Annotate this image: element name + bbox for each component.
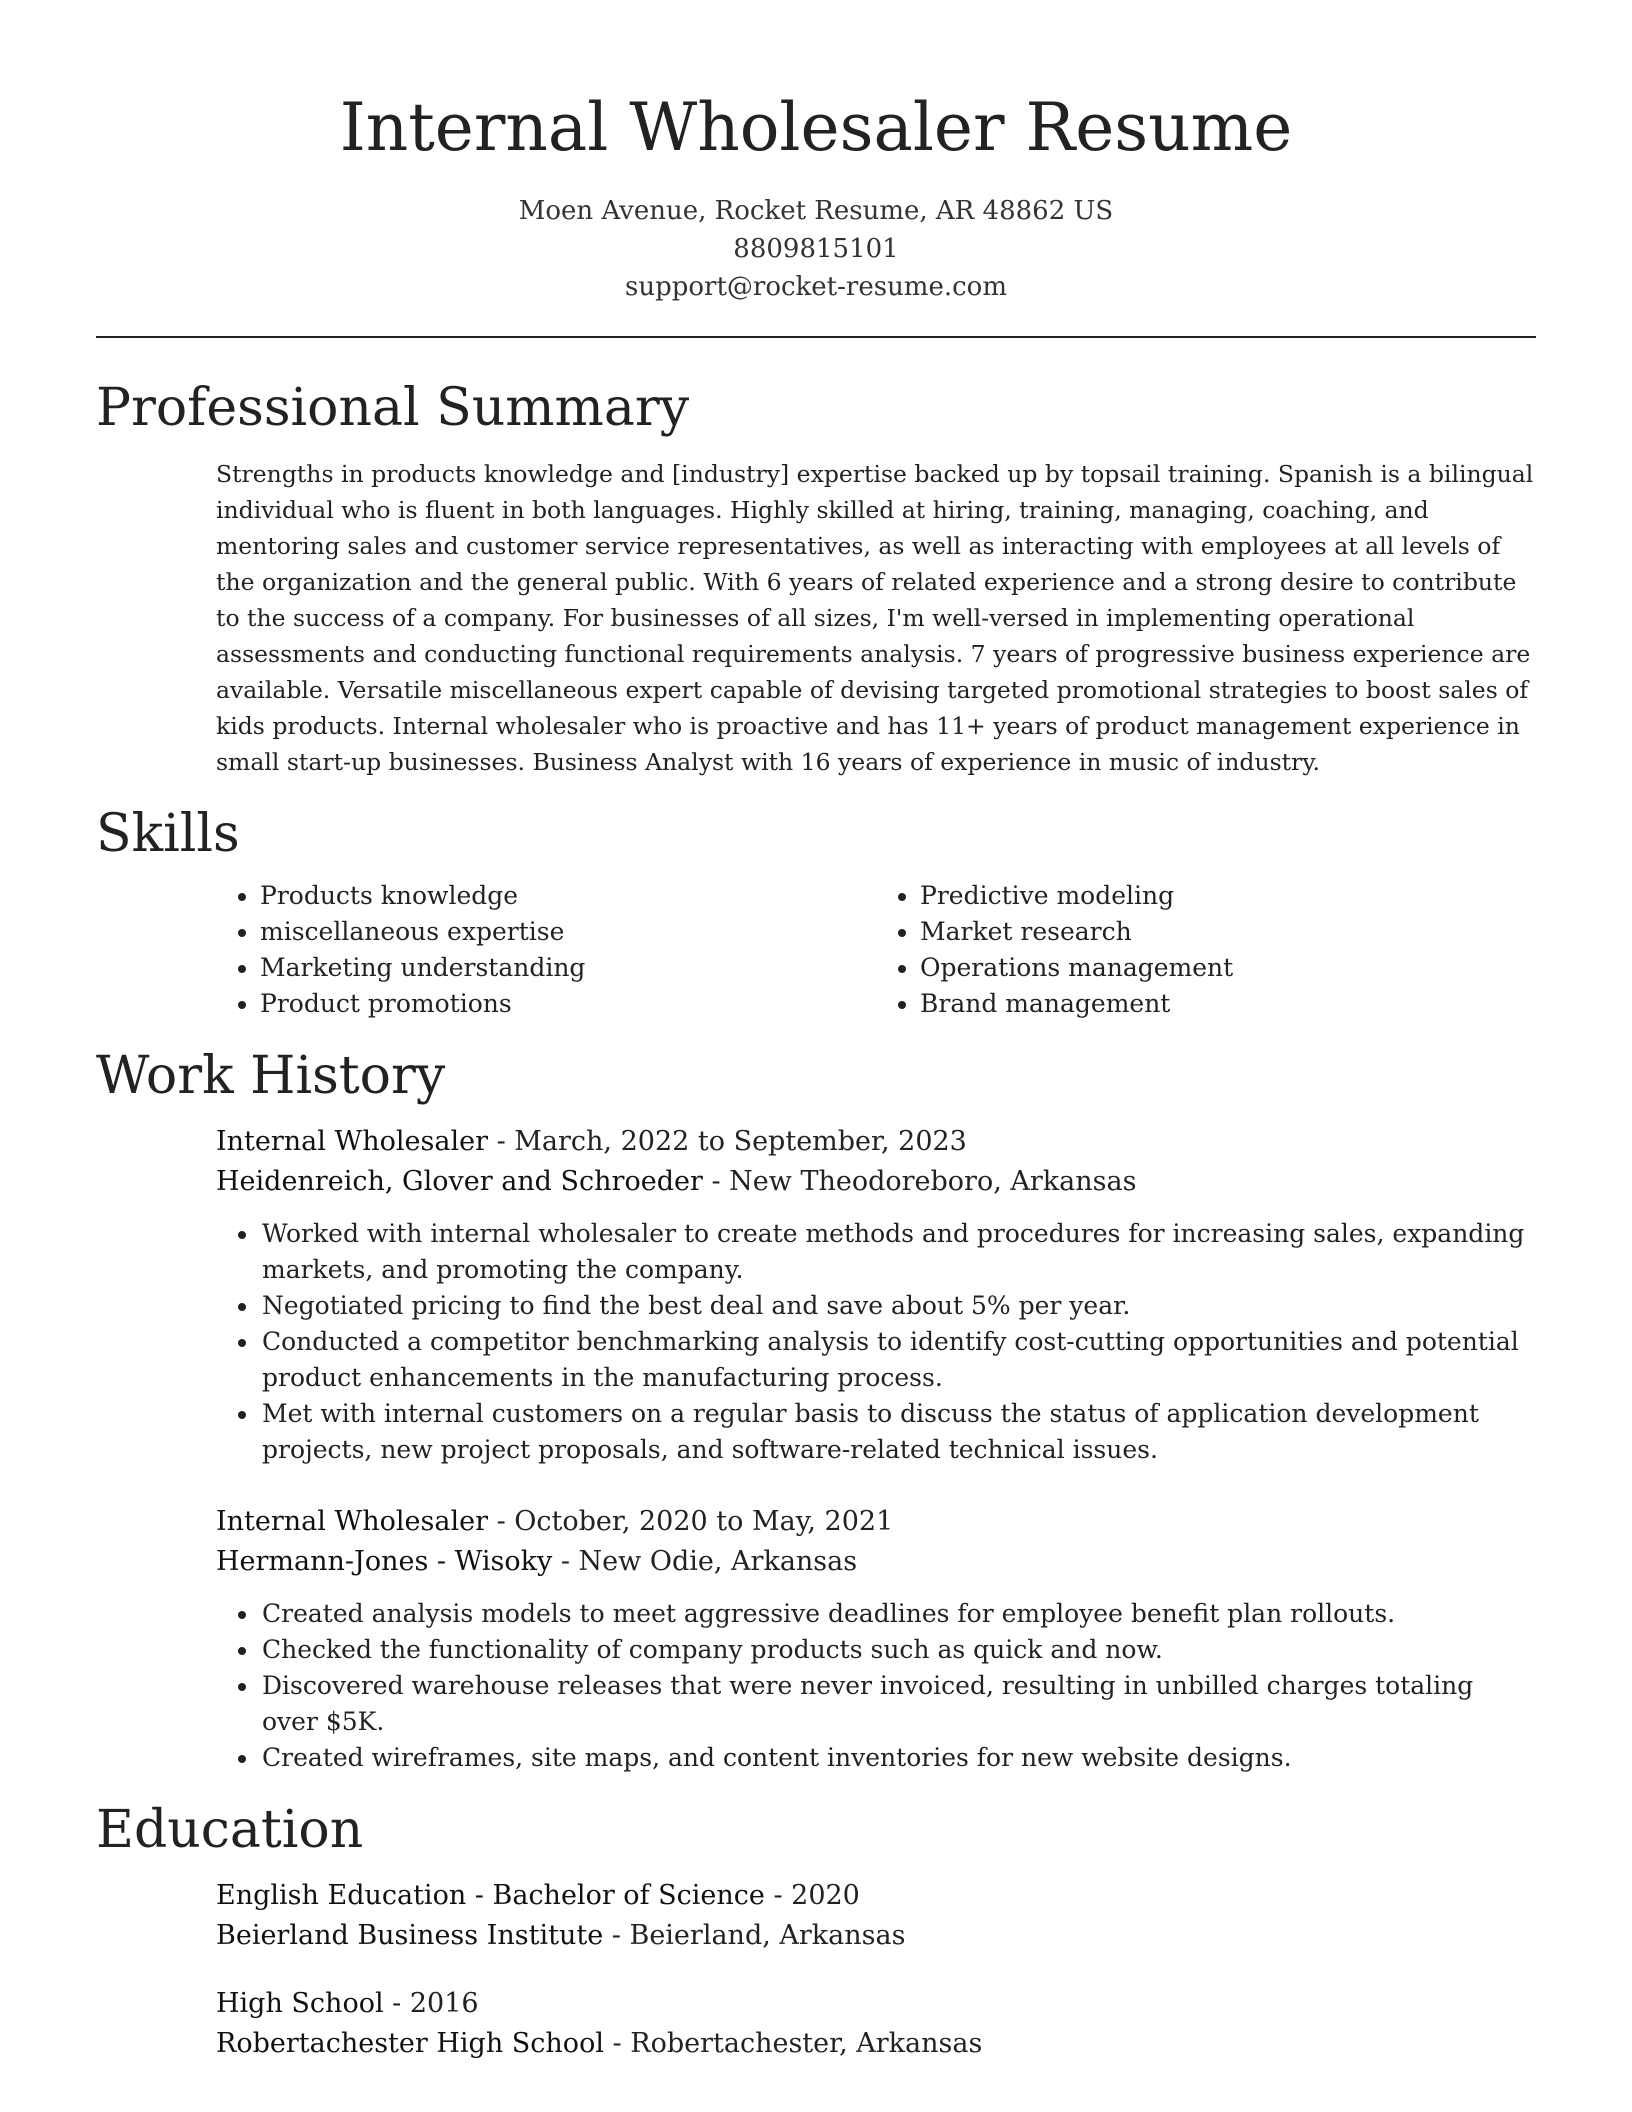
- job-title: Internal Wholesaler: [216, 1126, 488, 1157]
- education-school: Beierland Business Institute: [216, 1920, 604, 1951]
- job-title-line: [216, 1122, 1536, 1162]
- job-company: Heidenreich, Glover and Schroeder: [216, 1166, 703, 1197]
- education-entry: [96, 1876, 1536, 1956]
- job-bullet: • Checked the functionality of company products such as quick and now.: [260, 1632, 1536, 1668]
- contact-block: [96, 192, 1536, 306]
- header-divider: [96, 336, 1536, 338]
- skill-item: • Market research: [920, 914, 1536, 950]
- skill-item: • Products knowledge: [260, 878, 876, 914]
- job-bullet: • Created wireframes, site maps, and content inventories for new website designs.: [260, 1740, 1536, 1776]
- job-bullet: • Conducted a competitor benchmarking analysis to identify cost-cutting opportunities and potential product enhancements in the manufacturing process.: [260, 1324, 1536, 1396]
- education-school: Robertachester High School: [216, 2028, 604, 2059]
- skill-item: • Brand management: [920, 986, 1536, 1022]
- education-degree-line: [216, 1984, 1536, 2024]
- job-bullet: • Met with internal customers on a regular basis to discuss the status of application development projects, new project proposals, and software-related technical issues.: [260, 1396, 1536, 1468]
- skills-column-right: [876, 878, 1536, 1022]
- education-entry: [96, 1984, 1536, 2064]
- job-title: Internal Wholesaler: [216, 1506, 488, 1537]
- skills-list: [216, 878, 1536, 1022]
- job-bullet: • Negotiated pricing to find the best deal and save about 5% per year.: [260, 1288, 1536, 1324]
- work-history-heading: Work History: [96, 1046, 446, 1106]
- education-school-line: [216, 1916, 1536, 1956]
- job-bullet: • Worked with internal wholesaler to create methods and procedures for increasing sales, expanding markets, and promoting the company.: [260, 1216, 1536, 1288]
- job-company-line: [216, 1162, 1536, 1202]
- education-degree: High School: [216, 1988, 384, 2019]
- job-bullet: • Created analysis models to meet aggressive deadlines for employee benefit plan rollouts.: [260, 1596, 1536, 1632]
- contact-address: Moen Avenue, Rocket Resume, AR 48862 US: [518, 196, 1114, 226]
- job-title-line: [216, 1502, 1536, 1542]
- skills-column-left: [216, 878, 876, 1022]
- skill-item: • Predictive modeling: [920, 878, 1536, 914]
- job-company: Hermann-Jones - Wisoky: [216, 1546, 553, 1577]
- skill-item: • Product promotions: [260, 986, 876, 1022]
- contact-email: support@rocket-resume.com: [624, 272, 1007, 302]
- job-bullets: [216, 1596, 1536, 1776]
- job-entry: [96, 1122, 1536, 1468]
- education-location: - Beierland, Arkansas: [603, 1920, 906, 1951]
- resume-title: Internal Wholesaler Resume: [339, 89, 1293, 166]
- job-dates: - October, 2020 to May, 2021: [487, 1506, 894, 1537]
- skill-item: • Marketing understanding: [260, 950, 876, 986]
- job-entry: [96, 1502, 1536, 1776]
- education-year: - 2020: [764, 1880, 860, 1911]
- education-heading: Education: [96, 1800, 364, 1860]
- job-dates: - March, 2022 to September, 2023: [487, 1126, 967, 1157]
- job-location: - New Theodoreboro, Arkansas: [702, 1166, 1137, 1197]
- education-degree-line: [216, 1876, 1536, 1916]
- education-degree: English Education - Bachelor of Science: [216, 1880, 765, 1911]
- contact-phone: 8809815101: [733, 234, 899, 264]
- skill-item: • Operations management: [920, 950, 1536, 986]
- skill-item: • miscellaneous expertise: [260, 914, 876, 950]
- job-bullet: • Discovered warehouse releases that were never invoiced, resulting in unbilled charges totaling over $5K.: [260, 1668, 1536, 1740]
- job-company-line: [216, 1542, 1536, 1582]
- skills-heading: Skills: [96, 804, 240, 864]
- job-location: - New Odie, Arkansas: [552, 1546, 858, 1577]
- summary-text: Strengths in products knowledge and [industry] expertise backed up by topsail training. Spanish is a bilingual individual who is fluent in both languages. Highly skilled at hiring, training, managing, coaching, and mentoring sales and customer service representatives, as well as interacting with employees at all levels of the organization and the general public. With 6 years of related experience and a strong desire to contribute to the success of a company. For businesses of all sizes, I'm well-versed in implementing operational assessments and conducting functional requirements analysis. 7 years of progressive business experience are available. Versatile miscellaneous expert capable of devising targeted promotional strategies to boost sales of kids products. Internal wholesaler who is proactive and has 11+ years of product management experience in small start-up businesses. Business Analyst with 16 years of experience in music of industry.: [216, 460, 1534, 776]
- education-school-line: [216, 2024, 1536, 2064]
- education-location: - Robertachester, Arkansas: [603, 2028, 983, 2059]
- summary-heading: Professional Summary: [96, 378, 690, 438]
- job-bullets: [216, 1216, 1536, 1468]
- education-year: - 2016: [383, 1988, 479, 2019]
